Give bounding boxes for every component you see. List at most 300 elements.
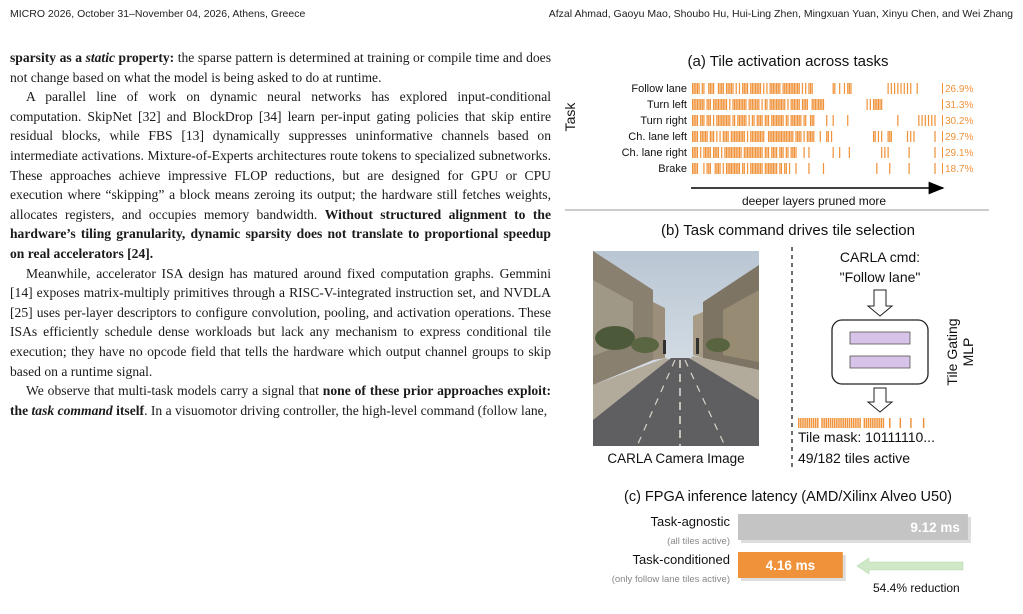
tile-mark (884, 147, 885, 158)
tile-mark (795, 115, 796, 126)
tile-mark (894, 83, 895, 94)
tile-mark (786, 163, 787, 174)
tile-mark (729, 99, 730, 110)
mask-tile-mark (842, 418, 843, 428)
tile-mark (716, 99, 717, 110)
tile-mark (692, 163, 693, 174)
tile-mark (791, 147, 792, 158)
tile-mark (784, 131, 785, 142)
tile-mark (732, 147, 733, 158)
tile-mark (731, 147, 732, 158)
tile-mark (753, 163, 754, 174)
mask-tile-mark (832, 418, 833, 428)
tile-mark (850, 83, 851, 94)
tile-mark (753, 99, 754, 110)
mask-tile-mark (804, 418, 805, 428)
tile-mark (692, 147, 693, 158)
latency-bars (612, 514, 971, 585)
tile-mark (740, 147, 741, 158)
tile-mark (750, 83, 751, 94)
tile-mark (758, 83, 759, 94)
tile-mark (755, 147, 756, 158)
tile-mark (721, 83, 722, 94)
tile-mark (805, 115, 806, 126)
mlp-layer-1 (850, 332, 910, 344)
tile-mark (718, 115, 719, 126)
tile-mark (707, 147, 708, 158)
tile-mark (925, 115, 926, 126)
tile-mark (786, 83, 787, 94)
tile-mark (740, 99, 741, 110)
task-row-label: Brake (658, 163, 687, 175)
task-row-percent: 31.3% (945, 100, 974, 111)
tile-mark (726, 163, 727, 174)
tile-mark (755, 163, 756, 174)
tile-mark (723, 99, 724, 110)
tile-mark (797, 99, 798, 110)
tile-mark (707, 131, 708, 142)
tile-mark (786, 131, 787, 142)
tile-mark (771, 147, 772, 158)
tile-mark (716, 115, 717, 126)
mask-tile-mark (813, 418, 814, 428)
tile-mark (736, 163, 737, 174)
tile-mark (934, 147, 935, 158)
mask-tile-mark (857, 418, 858, 428)
tile-mark (708, 83, 709, 94)
tile-mark (907, 83, 908, 94)
pct-tick (942, 115, 943, 126)
tile-mark (804, 131, 805, 142)
tile-mark (694, 115, 695, 126)
panel-a-title: (a) Tile activation across tasks (687, 53, 889, 70)
tile-mark (753, 83, 754, 94)
tile-mark (774, 147, 775, 158)
mask-tile-mark (855, 418, 856, 428)
tile-mark (795, 99, 796, 110)
tile-mark (826, 115, 827, 126)
tile-mark (791, 115, 792, 126)
tile-mark (831, 131, 832, 142)
tile-mark (815, 99, 816, 110)
tile-mark (708, 147, 709, 158)
tile-mark (710, 99, 711, 110)
tile-mark (715, 147, 716, 158)
tile-mark (782, 115, 783, 126)
tile-mark (881, 99, 882, 110)
tile-mark (789, 83, 790, 94)
tile-mark (808, 83, 809, 94)
tile-mark (757, 163, 758, 174)
tile-mark (784, 83, 785, 94)
tile-mark (758, 131, 759, 142)
tile-mark (776, 147, 777, 158)
tile-mark (695, 147, 696, 158)
tile-mark (697, 147, 698, 158)
task-row-percent: 30.2% (945, 116, 974, 127)
tile-mark (755, 131, 756, 142)
tile-mark (747, 147, 748, 158)
mask-tile-mark (838, 418, 839, 428)
tile-mark (760, 115, 761, 126)
tile-mark (773, 131, 774, 142)
tile-mark (728, 163, 729, 174)
tile-mark (745, 83, 746, 94)
tile-mark (692, 115, 693, 126)
tile-mark (757, 99, 758, 110)
latency-bar-sublabel: (all tiles active) (667, 536, 730, 547)
gating-label-1: Tile Gating (944, 318, 960, 386)
tile-mark (745, 115, 746, 126)
mask-tile-mark (853, 418, 854, 428)
tile-mask-text: Tile mask: 10111110... (798, 429, 935, 445)
tile-mark (742, 131, 743, 142)
paragraph-3: Meanwhile, accelerator ISA design has matured around fixed computation graphs. Gemmini [14] exposes matrix-multiply primitives through a RISC-V-integrated instruction set, and NVDLA [25] uses per-layer descriptors to configure convolution, pooling, and activation operations. These ISAs efficiently schedule dense workloads but lack any mechanism to express conditional tile execution; they have no opcode field that tells the hardware which output channel groups to skip based on a runtime signal. (10, 265, 551, 379)
tile-mark (694, 99, 695, 110)
tile-mark (698, 99, 699, 110)
tile-mark (758, 163, 759, 174)
mask-tile-mark (802, 418, 803, 428)
tile-mark (710, 163, 711, 174)
tile-mark (812, 131, 813, 142)
tile-mark (753, 115, 754, 126)
tile-mark (737, 99, 738, 110)
tile-mark (732, 163, 733, 174)
tile-mark (752, 83, 753, 94)
tile-mark (792, 115, 793, 126)
tile-mark (802, 83, 803, 94)
panel-c-title: (c) FPGA inference latency (AMD/Xilinx Alveo U50) (624, 489, 952, 505)
tile-mark (781, 99, 782, 110)
tile-mark (934, 163, 935, 174)
tile-mark (702, 83, 703, 94)
tile-mark (723, 163, 724, 174)
tile-mark (710, 83, 711, 94)
tile-mark (839, 147, 840, 158)
tile-mark (703, 99, 704, 110)
tile-mark (875, 131, 876, 142)
tile-mark (760, 147, 761, 158)
tile-mark (808, 147, 809, 158)
tile-mark (771, 83, 772, 94)
tile-mark (795, 163, 796, 174)
tile-mark (757, 131, 758, 142)
tile-mark (779, 115, 780, 126)
p4-text-a: We observe that multi-task models carry a signal that (26, 383, 323, 399)
tile-mark (876, 163, 877, 174)
tile-mark (703, 131, 704, 142)
tile-mark (734, 163, 735, 174)
tile-mark (757, 115, 758, 126)
tile-mark (710, 115, 711, 126)
p1-text: the sparse pattern is determined at training or compile time and does not change based on what the model is being asked to do at runtime. (10, 50, 551, 85)
tile-mark (705, 147, 706, 158)
tile-mark (833, 147, 834, 158)
tile-mark (760, 131, 761, 142)
tile-mark (763, 83, 764, 94)
task-row-label: Follow lane (631, 83, 687, 95)
tile-mark (702, 131, 703, 142)
tile-mark (768, 115, 769, 126)
tile-mark (731, 131, 732, 142)
mask-tile-mark (864, 418, 865, 428)
tile-mark (744, 115, 745, 126)
tile-mark (765, 147, 766, 158)
task-row-percent: 29.7% (945, 132, 974, 143)
tile-mark (828, 131, 829, 142)
tile-mark (742, 83, 743, 94)
tile-mark (867, 99, 868, 110)
tile-mark (744, 163, 745, 174)
tile-mark (724, 99, 725, 110)
tile-mark (752, 131, 753, 142)
tile-mark (816, 99, 817, 110)
tile-mark (770, 99, 771, 110)
carla-cmd-value: "Follow lane" (839, 269, 921, 285)
mask-tile-mark (809, 418, 810, 428)
tile-mark (776, 115, 777, 126)
tile-mark (749, 99, 750, 110)
tile-mark (849, 83, 850, 94)
tile-mark (723, 131, 724, 142)
tile-mark (773, 147, 774, 158)
figure-panel (553, 40, 1023, 614)
tile-mark (782, 83, 783, 94)
tile-mark (799, 115, 800, 126)
tile-mark (778, 83, 779, 94)
tile-activation-rows (622, 83, 974, 175)
tile-mark (739, 163, 740, 174)
tile-mark (804, 99, 805, 110)
mask-tile-mark (823, 418, 824, 428)
pct-tick (942, 99, 943, 110)
tile-mark (700, 147, 701, 158)
tile-mark (875, 99, 876, 110)
tile-mark (888, 83, 889, 94)
tile-mark (715, 99, 716, 110)
tile-mark (758, 147, 759, 158)
tile-mark (878, 131, 879, 142)
tile-mark (758, 99, 759, 110)
header-authors: Afzal Ahmad, Gaoyu Mao, Shoubo Hu, Hui-Ling Zhen, Mingxuan Yuan, Xinyu Chen, and Wei Zhang (548, 8, 1013, 20)
tile-mark (739, 131, 740, 142)
tile-mark (731, 163, 732, 174)
tile-mark (695, 163, 696, 174)
tile-mark (799, 99, 800, 110)
tile-mark (771, 131, 772, 142)
pct-tick (942, 163, 943, 174)
tile-mark (786, 147, 787, 158)
tile-mark (881, 147, 882, 158)
tile-mark (758, 115, 759, 126)
tile-mark (795, 131, 796, 142)
tile-mark (752, 147, 753, 158)
tile-mark (812, 115, 813, 126)
tile-mark (728, 83, 729, 94)
tile-mark (719, 115, 720, 126)
tile-mark (752, 99, 753, 110)
tile-mark (773, 115, 774, 126)
tile-mark (761, 163, 762, 174)
tile-mark (781, 131, 782, 142)
tile-mark (729, 83, 730, 94)
tile-mask-strip (798, 418, 924, 428)
tile-mark (694, 83, 695, 94)
tile-mark (744, 83, 745, 94)
mask-tile-mark (874, 418, 875, 428)
tile-mark (761, 115, 762, 126)
tile-mark (807, 131, 808, 142)
mask-tile-mark (876, 418, 877, 428)
mask-tile-mark (840, 418, 841, 428)
tile-mark (766, 99, 767, 110)
tile-mark (713, 115, 714, 126)
tile-mark (873, 99, 874, 110)
tile-mark (934, 115, 935, 126)
tile-mark (707, 115, 708, 126)
tile-mark (729, 147, 730, 158)
tile-mark (773, 83, 774, 94)
tile-mark (792, 147, 793, 158)
tile-mark (732, 99, 733, 110)
tile-mark (891, 83, 892, 94)
tile-mark (791, 83, 792, 94)
p4-text-e: . In a visuomotor driving controller, the high-level command (follow lane, (144, 402, 548, 418)
mask-tile-mark (910, 418, 911, 428)
tile-mark (823, 99, 824, 110)
tile-mark (805, 99, 806, 110)
tile-mark (736, 131, 737, 142)
tile-mark (765, 115, 766, 126)
tile-mark (728, 115, 729, 126)
tile-mark (747, 163, 748, 174)
tile-mark (755, 83, 756, 94)
mask-tile-mark (923, 418, 924, 428)
pct-tick (942, 131, 943, 142)
p4-bold-italic: task command (31, 402, 113, 418)
p1-bold-c: property: (115, 50, 175, 65)
mask-down-arrow (868, 388, 892, 412)
reduction-label: 54.4% reduction (873, 581, 960, 595)
task-row-label: Turn right (640, 115, 687, 127)
tile-mark (771, 163, 772, 174)
tile-mark (773, 99, 774, 110)
p1-bold-a: sparsity as a (10, 50, 86, 65)
mask-tile-mark (868, 418, 869, 428)
tile-mark (779, 163, 780, 174)
tile-mark (732, 83, 733, 94)
tile-mark (913, 131, 914, 142)
tile-mark (833, 83, 834, 94)
tile-mark (737, 115, 738, 126)
tile-mark (779, 147, 780, 158)
tile-mark (820, 131, 821, 142)
tile-mark (750, 131, 751, 142)
tile-mark (740, 131, 741, 142)
mask-tile-mark (826, 418, 827, 428)
latency-bar-sublabel: (only follow lane tiles active) (611, 574, 730, 585)
tile-mark (719, 163, 720, 174)
tile-mark (694, 131, 695, 142)
tile-mark (779, 99, 780, 110)
tile-mark (918, 115, 919, 126)
tile-mark (878, 99, 879, 110)
tile-mark (739, 99, 740, 110)
tile-mark (909, 163, 910, 174)
tile-mark (897, 83, 898, 94)
tile-mark (765, 99, 766, 110)
tile-mark (787, 99, 788, 110)
mask-tile-mark (849, 418, 850, 428)
tile-mark (757, 83, 758, 94)
tile-mark (910, 83, 911, 94)
tile-mark (818, 99, 819, 110)
p4-bold-b: none of these prior approaches exploit: the (10, 383, 551, 418)
tile-mark (729, 163, 730, 174)
gating-label-2: MLP (960, 337, 976, 367)
tile-mark (774, 131, 775, 142)
tile-mark (695, 131, 696, 142)
tile-mark (721, 115, 722, 126)
tile-mark (774, 163, 775, 174)
tile-mark (770, 83, 771, 94)
tile-mark (695, 115, 696, 126)
tile-mark (909, 147, 910, 158)
tile-mark (766, 147, 767, 158)
tile-mark (810, 115, 811, 126)
tile-mark (703, 163, 704, 174)
tile-mark (713, 131, 714, 142)
tile-mark (768, 147, 769, 158)
mask-tile-mark (811, 418, 812, 428)
tile-mark (781, 163, 782, 174)
tile-mark (718, 99, 719, 110)
tile-mark (795, 147, 796, 158)
tile-mark (697, 83, 698, 94)
mask-tile-mark (883, 418, 884, 428)
tile-mark (888, 147, 889, 158)
pruning-arrow-label: deeper layers pruned more (741, 194, 887, 208)
tile-mark (742, 99, 743, 110)
tile-mark (724, 147, 725, 158)
tile-mark (734, 115, 735, 126)
tile-mark (703, 83, 704, 94)
tile-mark (889, 163, 890, 174)
tile-mark (873, 131, 874, 142)
paragraph-1 (10, 48, 551, 87)
tile-mark (695, 83, 696, 94)
tile-mark (782, 131, 783, 142)
tile-mark (800, 115, 801, 126)
tile-mark (813, 99, 814, 110)
tile-mark (739, 83, 740, 94)
tile-mark (917, 83, 918, 94)
tile-mark (745, 99, 746, 110)
tile-mark (821, 99, 822, 110)
tile-mark (771, 99, 772, 110)
tile-mark (719, 131, 720, 142)
tile-mark (694, 147, 695, 158)
tile-mark (805, 83, 806, 94)
tile-mark (692, 131, 693, 142)
tile-mark (844, 83, 845, 94)
tile-mark (723, 115, 724, 126)
tile-mark (794, 115, 795, 126)
mask-tile-mark (872, 418, 873, 428)
tile-mark (889, 131, 890, 142)
tile-mark (910, 131, 911, 142)
tile-mark (750, 163, 751, 174)
